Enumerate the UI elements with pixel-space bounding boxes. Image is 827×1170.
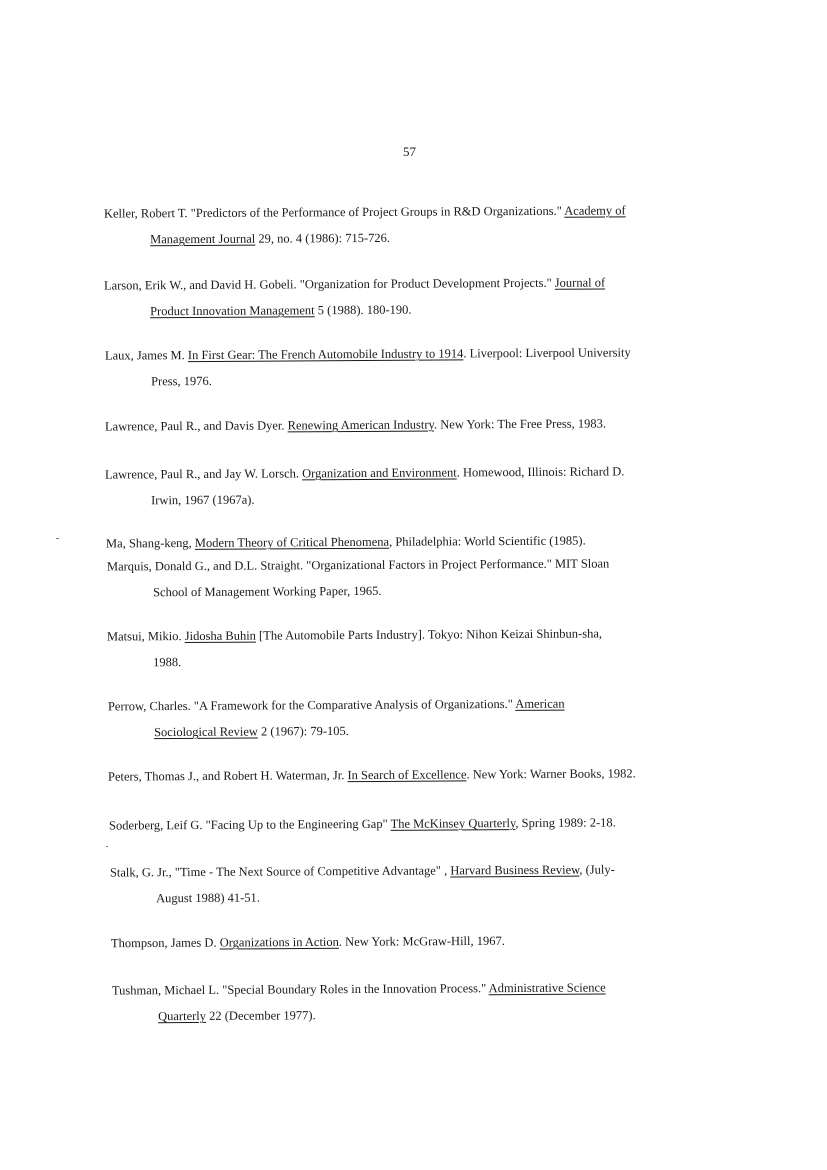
reference-entry-tushman — [112, 974, 606, 1029]
reference-entry-lawrence-lorsch — [105, 458, 625, 513]
scan-speck — [106, 846, 108, 847]
reference-title: Administrative Science — [488, 980, 606, 996]
scan-speck — [56, 538, 59, 539]
reference-title: Organizations in Action — [219, 934, 339, 950]
reference-line-continuation — [105, 365, 631, 394]
reference-line-continuation — [107, 646, 602, 675]
reference-text: . Homewood, Illinois: Richard D. — [456, 464, 625, 480]
reference-title: In Search of Excellence — [347, 767, 467, 783]
reference-line-continuation — [104, 223, 626, 252]
reference-line — [107, 550, 610, 579]
reference-line — [109, 809, 616, 838]
reference-title: Management Journal — [150, 231, 256, 247]
page-number: 57 — [403, 144, 416, 159]
reference-line — [108, 760, 636, 789]
reference-text: . Liverpool: Liverpool University — [463, 345, 631, 361]
reference-text: Lawrence, Paul R., and Davis Dyer. — [104, 418, 288, 434]
reference-text: , Philadelphia: World Scientific (1985). — [389, 533, 586, 549]
reference-title: Academy of — [564, 203, 626, 218]
reference-text: Tushman, Michael L. "Special Boundary Roles in the Innovation Process." — [111, 981, 489, 998]
reference-title: Modern Theory of Critical Phenomena — [194, 534, 390, 550]
reference-entry-larson — [104, 269, 606, 324]
reference-text: Thompson, James D. — [110, 935, 220, 951]
reference-text: School of Management Working Paper, 1965. — [153, 583, 382, 600]
reference-text: Keller, Robert T. "Predictors of the Performance of Project Groups in R&D Organizations." — [103, 203, 565, 221]
reference-text: . New York: Warner Books, 1982. — [466, 766, 636, 782]
reference-text: [The Automobile Parts Industry]. Tokyo: Nihon Keizai Shinbun-sha, — [255, 626, 603, 643]
reference-entry-matsui — [107, 620, 602, 675]
reference-line — [105, 339, 631, 368]
reference-entry-perrow — [108, 691, 565, 746]
reference-text: Laux, James M. — [104, 348, 188, 363]
reference-entry-marquis — [107, 550, 610, 605]
reference-line — [104, 197, 626, 226]
reference-line — [112, 974, 606, 1003]
reference-text: 22 (December 1977). — [205, 1008, 316, 1023]
reference-text: 2 (1967): 79-105. — [257, 723, 349, 739]
reference-entry-laux — [105, 339, 631, 394]
reference-entry-peters — [108, 760, 636, 789]
reference-title: Renewing American Industry — [287, 417, 435, 433]
reference-title: American — [515, 696, 565, 711]
reference-text: , (July- — [579, 862, 615, 877]
reference-line-continuation — [110, 882, 615, 911]
reference-text: . New York: McGraw-Hill, 1967. — [338, 933, 505, 949]
reference-title: In First Gear: The French Automobile Industry to 1914 — [187, 346, 464, 363]
reference-title: Jidosha Buhin — [184, 628, 256, 644]
reference-line-continuation — [108, 717, 565, 746]
reference-text: Peters, Thomas J., and Robert H. Waterman, Jr. — [107, 768, 348, 784]
reference-entry-thompson — [111, 928, 505, 956]
reference-text: 1988. — [153, 655, 182, 670]
reference-text: Matsui, Mikio. — [106, 629, 185, 644]
reference-line-continuation — [107, 576, 610, 605]
reference-text: . New York: The Free Press, 1983. — [433, 416, 607, 432]
reference-text: Larson, Erik W., and David H. Gobeli. "Organization for Product Development Projects." — [103, 275, 555, 293]
reference-line — [104, 269, 605, 298]
reference-line — [105, 410, 606, 439]
reference-entry-keller — [104, 197, 626, 252]
reference-text: 29, no. 4 (1986): 715-726. — [255, 230, 391, 246]
reference-text: Perrow, Charles. "A Framework for the Comparative Analysis of Organizations." — [107, 696, 516, 714]
reference-line-continuation — [105, 484, 625, 513]
reference-line — [111, 928, 505, 956]
reference-title: Quarterly — [158, 1008, 207, 1024]
reference-title: Harvard Business Review — [450, 862, 580, 878]
reference-text: Press, 1976. — [151, 373, 212, 389]
reference-line-continuation — [112, 1000, 606, 1029]
reference-text: Soderberg, Leif G. "Facing Up to the Engineering Gap" — [108, 816, 391, 833]
reference-title: Journal of — [554, 275, 606, 290]
reference-title: Sociological Review — [154, 724, 258, 740]
reference-text: 5 (1988). 180-190. — [314, 302, 412, 318]
reference-title: Product Innovation Management — [150, 303, 315, 319]
reference-text: Lawrence, Paul R., and Jay W. Lorsch. — [104, 466, 303, 482]
reference-title: Organization and Environment — [302, 465, 457, 481]
reference-line — [107, 620, 602, 649]
reference-line — [108, 691, 565, 720]
reference-text: , Spring 1989: 2-18. — [515, 815, 616, 831]
reference-entry-soderberg — [109, 809, 616, 838]
reference-line — [110, 856, 615, 885]
reference-text: Irwin, 1967 (1967a). — [151, 492, 255, 508]
reference-text: Stalk, G. Jr., "Time - The Next Source of Competitive Advantage" , — [109, 863, 451, 880]
reference-title: The McKinsey Quarterly — [390, 816, 516, 831]
reference-line-continuation — [104, 295, 605, 324]
reference-entry-lawrence-dyer — [105, 410, 606, 439]
reference-text: Ma, Shang-keng, — [105, 535, 195, 551]
reference-line — [105, 458, 625, 487]
reference-text: Marquis, Donald G., and D.L. Straight. "Organizational Factors in Project Performance." MIT Sloan — [106, 556, 610, 574]
reference-text: August 1988) 41-51. — [156, 890, 260, 906]
reference-entry-stalk — [110, 856, 615, 911]
